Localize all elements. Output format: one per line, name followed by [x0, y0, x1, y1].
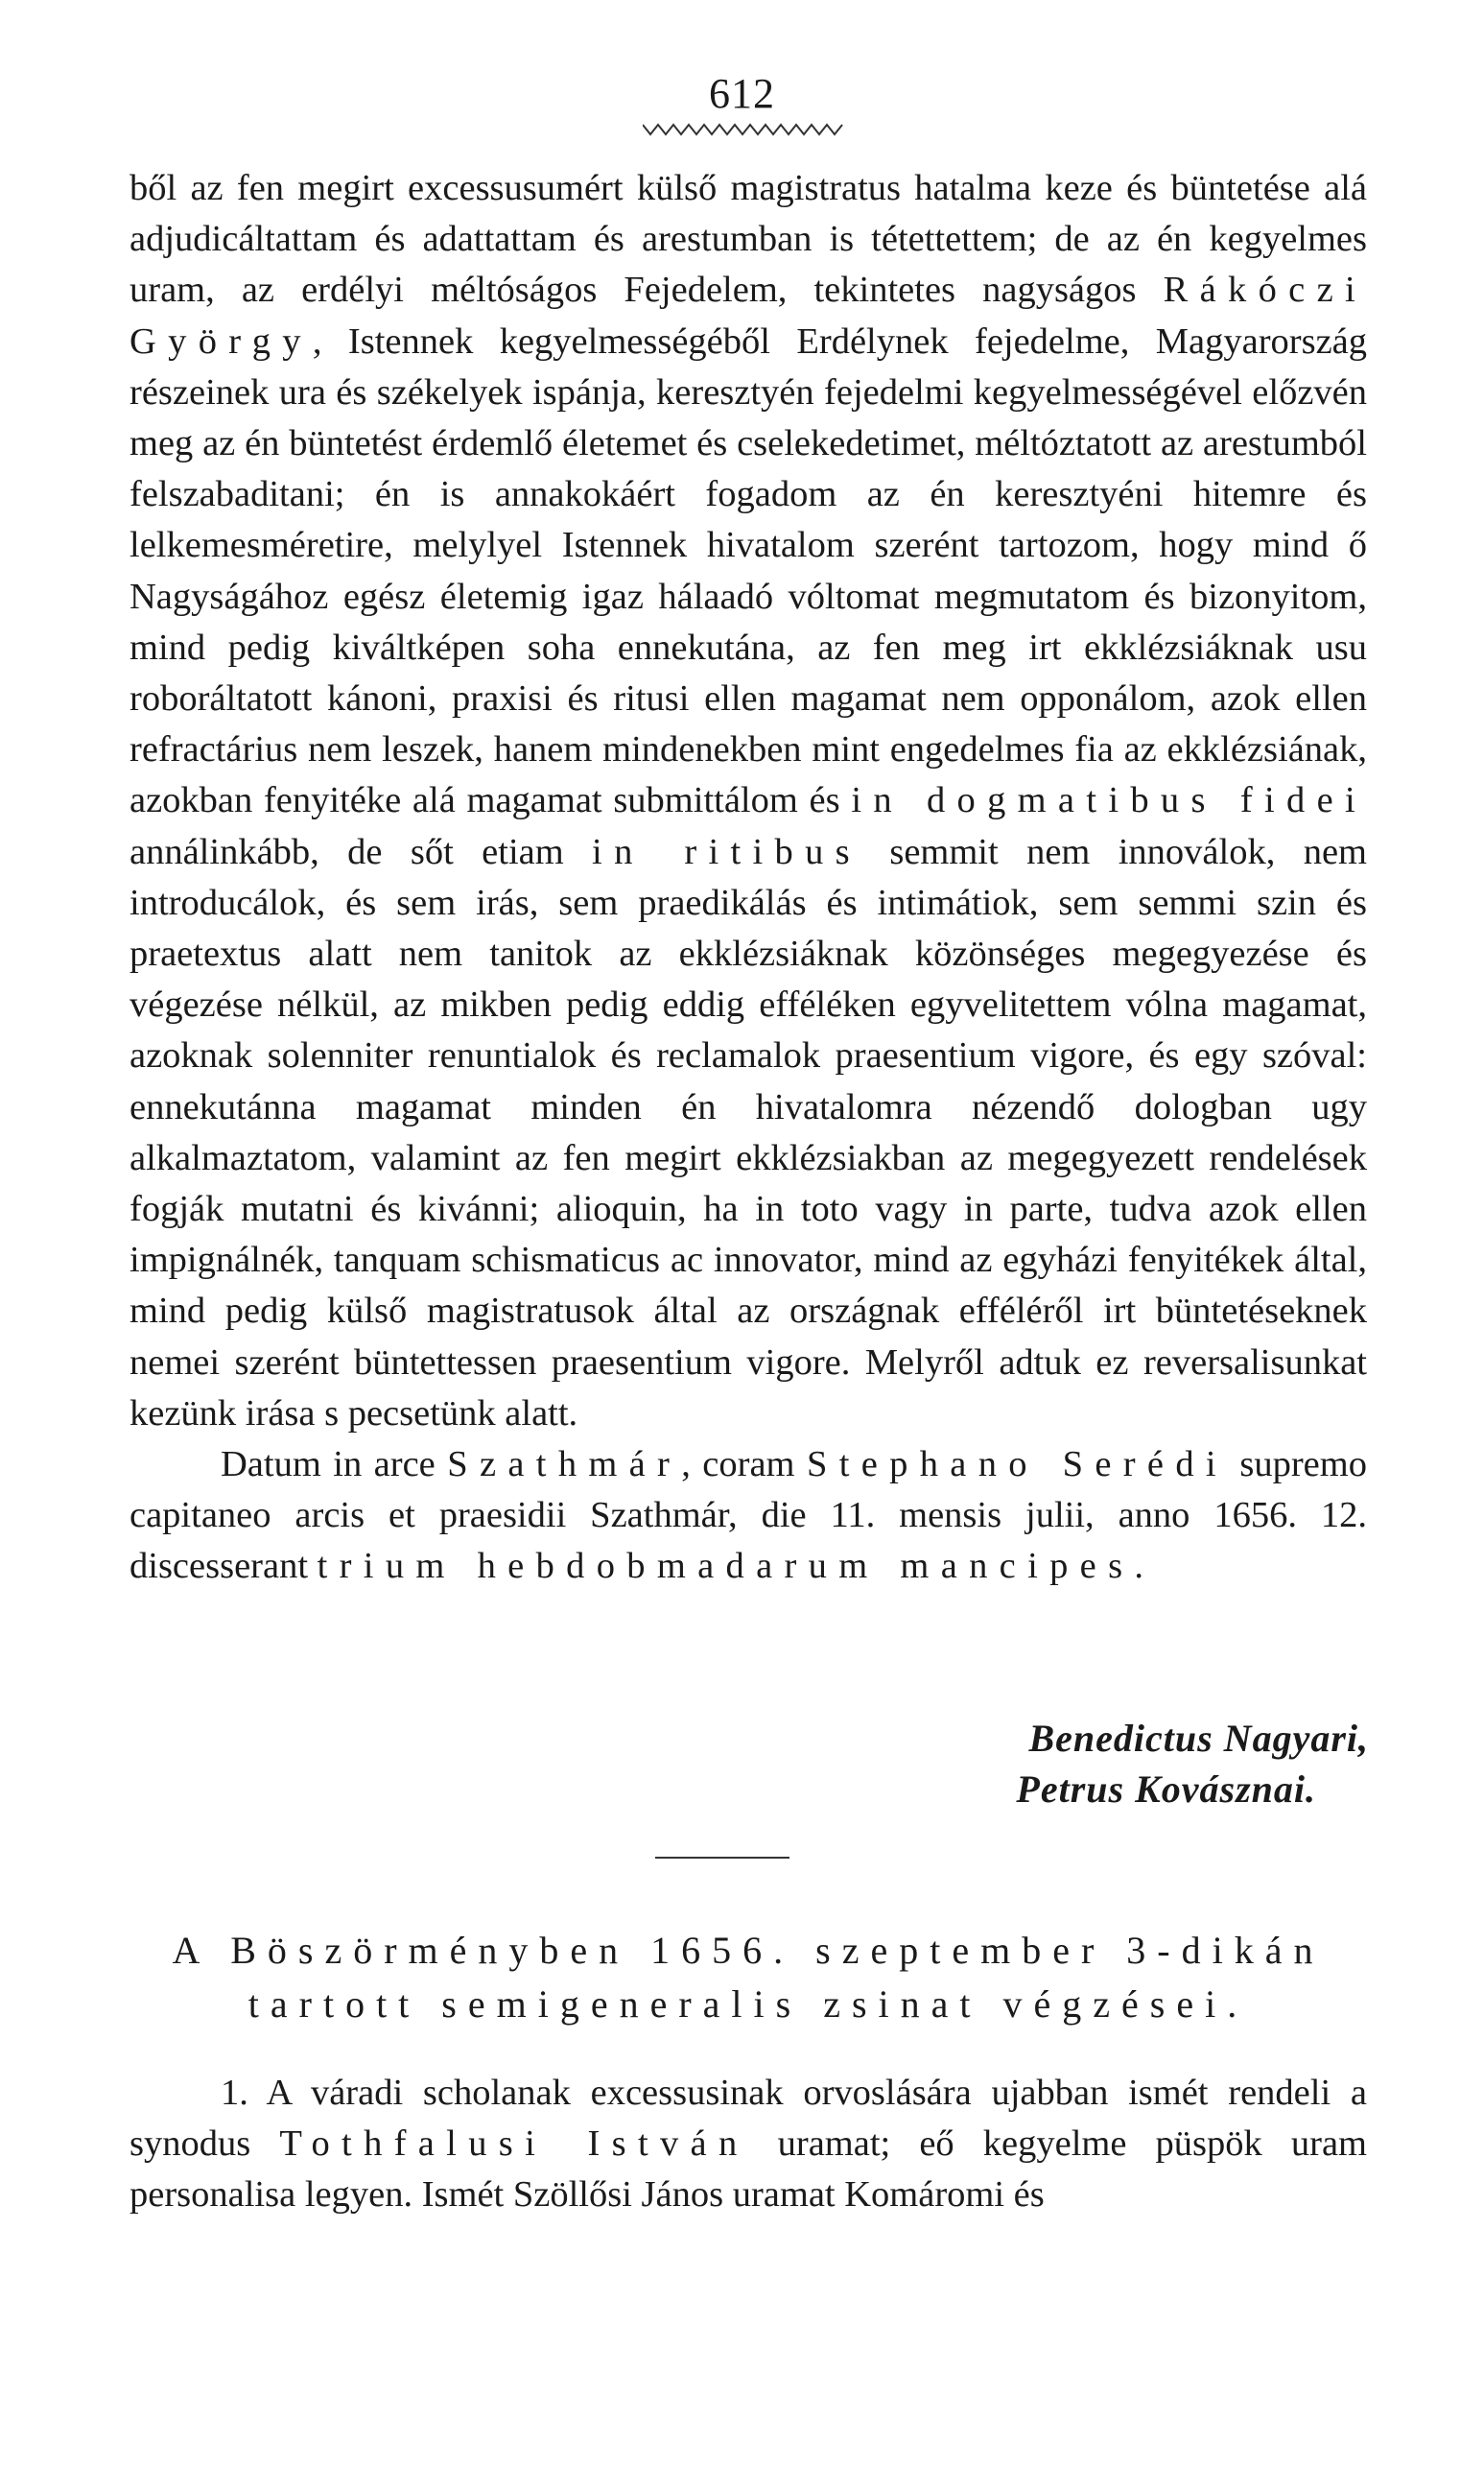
list-item-1 — [130, 2068, 1367, 2221]
text-run: ből az fen megirt excessusumért külső magistratus hatalma keze és büntetése alá adjudicáltattam és adattattam és arestumban is tétettettem; de az én kegyelmes uram, az erdélyi méltóságos Fejedelem, tekintetes nagyságos — [130, 168, 1367, 311]
text-run: uramat; eő kegyelme püspök uram personalisa legyen. Ismét Szöllősi János uramat Komáromi és — [130, 2123, 1367, 2216]
signature-nagyari: Benedictus Nagyari, — [1028, 1717, 1369, 1760]
paragraph-datum — [130, 1439, 1367, 1593]
spaced-phrase-ritibus: in ritibus — [592, 831, 861, 872]
spaced-phrase-trium: trium hebdobmadarum mancipes — [317, 1546, 1135, 1587]
signature-block — [1016, 1713, 1369, 1814]
section-divider — [655, 1857, 789, 1859]
signature-kovasznai: Petrus Kovásznai. — [1016, 1767, 1316, 1811]
text-run: 1. A váradi scholanak excessusinak orvoslására ujabban ismét rendeli a synodus — [130, 2073, 1367, 2165]
paragraph-reversal-oath — [130, 163, 1367, 1439]
text-run: . — [1134, 1546, 1144, 1587]
text-run: , Istennek kegyelmességéből Erdélynek fejedelme, Magyarország részeinek ura és székelyek ispánja, keresztyén fejedelmi kegyelmességével előzvén meg az én büntetést érdemlő életemet és cselekedetimet, méltóztatott az arestumból felszabaditani; én is annakokáért fogadom az én keresztyéni hitemre és lelkemesméretire, melylyel Istennek hivatalom szerént tartozom, hogy mind ő Nagyságához egész életemig igaz hálaadó vóltomat megmutatom és bizonyitom, mind pedig kiváltképen soha ennekutána, az fen meg irt ekklézsiáknak usu roboráltatott kánoni, praxisi és ritusi ellen magamat nem opponálom, azok ellen refractárius nem leszek, hanem mindenekben mint engedelmes fia az ekklézsiának, azokban fenyitéke alá magamat submittálom és — [130, 320, 1367, 821]
text-run: semmit nem innoválok, nem introducálok, és sem irás, sem praedikálás és intimátiok, sem semmi szin és praetextus alatt nem tanitok az ekklézsiáknak közönséges megegyezése és végezése nélkül, az mikben pedig eddig efféléken egyvelitettem vólna magamat, azoknak solenniter renuntialok és reclamalok praesentium vigore, és egy szóval: ennekutánna magamat minden én hivatalomra nézendő dologban ugy alkalmaztatom, valamint az fen megirt ekklézsiakban az megegyezett rendelések fogják mutatni és kivánni; alioquin, ha in toto vagy in parte, tudva azok ellen impignálnék, tanquam schismaticus ac innovator, mind az egyházi fenyitékek által, mind pedig külső magistratusok által az országnak efféléről irt büntetéseknek nemei szerént büntettessen praesentium vigore. Melyről adtuk ez reversalisunkat kezünk irása s pecsetünk alatt. — [130, 831, 1367, 1434]
text-run: supremo capitaneo arcis et praesidii Szathmár, die 11. mensis julii, anno 1656. 12. discesserant — [130, 1444, 1367, 1587]
page-number: 612 — [709, 70, 775, 117]
spaced-name-rakoczi: Rákóczi György — [130, 270, 1367, 362]
text-run: annálinkább, de sőt etiam — [130, 831, 593, 872]
section-text-block — [130, 2068, 1367, 2221]
text-run: Datum in arce — [221, 1444, 448, 1485]
spaced-place-szathmar: Szathmár — [447, 1444, 682, 1485]
spaced-name-seredi: Stephano Serédi — [806, 1444, 1228, 1485]
main-text-block — [130, 163, 1367, 1593]
text-run: , coram — [681, 1444, 807, 1485]
section-heading: A Böszörményben 1656. szeptember 3-dikán tartott semigeneralis zsinat végzései. — [172, 1929, 1325, 2026]
decorative-rule-ornament — [643, 119, 844, 140]
spaced-name-tothfalusi: Tothfalusi István — [279, 2123, 749, 2165]
spaced-phrase-dogmatibus: in dogmatibus fidei — [851, 780, 1367, 821]
